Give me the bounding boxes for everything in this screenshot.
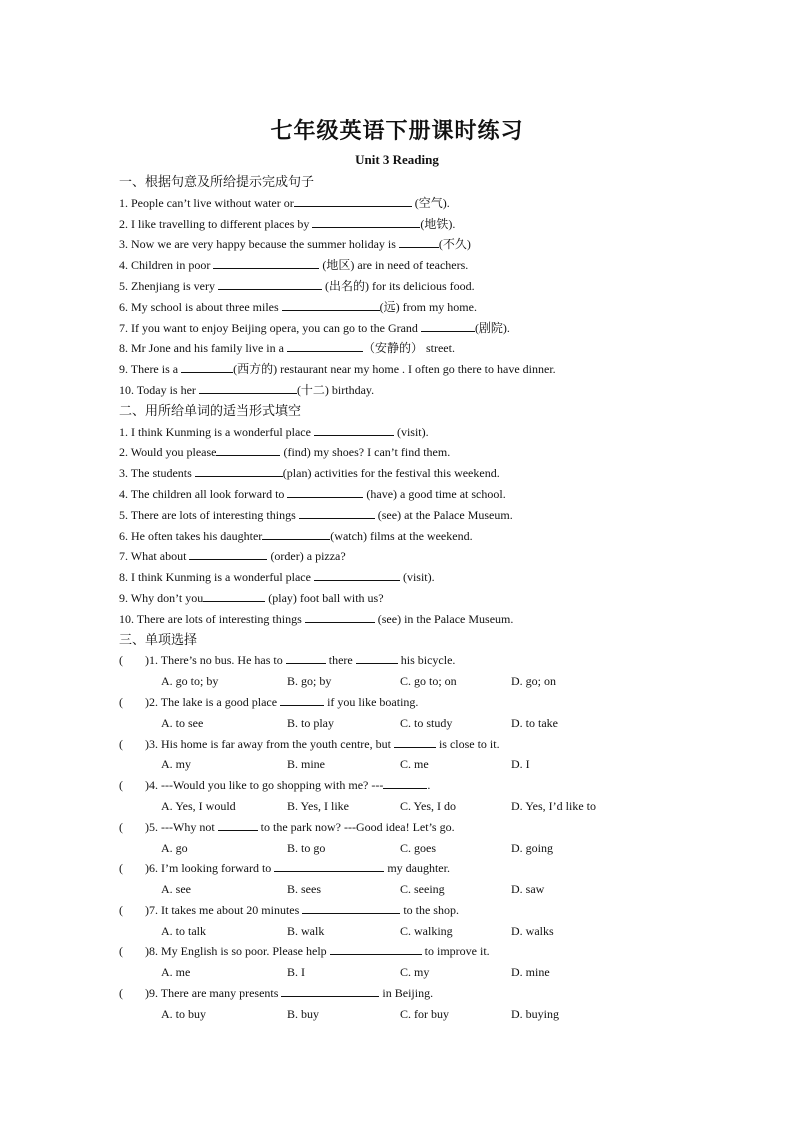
- section-1-list: [119, 193, 679, 401]
- question-text: (剧院).: [474, 320, 510, 335]
- question-line: [119, 463, 679, 484]
- option-b[interactable]: B. mine: [287, 757, 325, 772]
- answer-blank[interactable]: [294, 195, 412, 207]
- options-row: [119, 838, 679, 859]
- question-text: his bicycle.: [397, 653, 456, 668]
- answer-blank[interactable]: [394, 736, 436, 748]
- option-d[interactable]: D. going: [511, 840, 553, 855]
- question-text: (visit).: [399, 570, 435, 585]
- option-d[interactable]: D. Yes, I’d like to: [511, 798, 597, 813]
- question-line: [119, 484, 679, 505]
- question-text: 7. What about: [119, 549, 190, 564]
- mc-question: [119, 775, 679, 796]
- option-d[interactable]: D. mine: [511, 965, 550, 980]
- answer-blank[interactable]: [287, 340, 363, 352]
- answer-blank[interactable]: [189, 548, 267, 560]
- question-text: (order) a pizza?: [267, 549, 346, 564]
- question-text: is close to it.: [435, 736, 500, 751]
- answer-blank[interactable]: [213, 257, 319, 269]
- question-text: 7. If you want to enjoy Beijing opera, you can go to the Grand: [119, 320, 421, 335]
- option-c[interactable]: C. seeing: [400, 882, 445, 897]
- answer-blank[interactable]: [312, 216, 420, 228]
- question-text: 1. I think Kunming is a wonderful place: [119, 424, 314, 439]
- answer-paren-close: ): [145, 694, 149, 709]
- question-text: (十二) birthday.: [296, 382, 375, 397]
- answer-blank[interactable]: [181, 361, 233, 373]
- question-text: 4. Children in poor: [119, 258, 214, 273]
- answer-blank[interactable]: [299, 507, 375, 519]
- question-text: 3. Now we are very happy because the summer holiday is: [119, 237, 399, 252]
- option-d[interactable]: D. to take: [511, 715, 558, 730]
- question-text: there: [325, 653, 356, 668]
- answer-paren-open: (: [119, 653, 123, 668]
- question-text: 9. Why don’t you: [119, 590, 204, 605]
- question-text: 7. It takes me about 20 minutes: [149, 902, 303, 917]
- answer-blank[interactable]: [195, 465, 283, 477]
- question-text: if you like boating.: [324, 694, 419, 709]
- option-d[interactable]: D. I: [511, 757, 530, 772]
- question-line: [119, 505, 679, 526]
- question-text: 5. ---Why not: [149, 819, 218, 834]
- question-line: [119, 214, 679, 235]
- question-text: 4. ---Would you like to go shopping with me? ---: [149, 778, 384, 793]
- option-a[interactable]: A. go: [161, 840, 188, 855]
- option-c[interactable]: C. to study: [400, 715, 453, 730]
- option-c[interactable]: C. for buy: [400, 1006, 449, 1021]
- answer-blank[interactable]: [274, 860, 384, 872]
- option-b[interactable]: B. sees: [287, 882, 321, 897]
- worksheet-content: [119, 172, 679, 1025]
- answer-blank[interactable]: [203, 590, 265, 602]
- question-text: 6. My school is about three miles: [119, 299, 282, 314]
- question-line: [119, 359, 679, 380]
- question-text: my daughter.: [384, 861, 450, 876]
- question-text: 10. There are lots of interesting things: [119, 611, 305, 626]
- question-text: 3. The students: [119, 466, 195, 481]
- question-text: (地区) are in need of teachers.: [319, 258, 469, 273]
- question-text: in Beijing.: [379, 986, 434, 1001]
- question-text: 2. Would you please: [119, 445, 217, 460]
- answer-blank[interactable]: [282, 299, 380, 311]
- question-line: [119, 546, 679, 567]
- option-b[interactable]: B. buy: [287, 1006, 320, 1021]
- question-text: (地铁).: [420, 216, 456, 231]
- question-text: 4. The children all look forward to: [119, 486, 288, 501]
- question-text: (不久): [438, 237, 471, 252]
- question-text: （安静的） street.: [362, 341, 455, 356]
- question-text: 6. He often takes his daughter: [119, 528, 263, 543]
- option-c[interactable]: C. goes: [400, 840, 436, 855]
- answer-paren-close: ): [145, 986, 149, 1001]
- answer-paren-close: ): [145, 736, 149, 751]
- answer-blank[interactable]: [356, 652, 398, 664]
- answer-blank[interactable]: [314, 569, 400, 581]
- answer-paren-close: ): [145, 944, 149, 959]
- question-text: (出名的) for its delicious food.: [321, 278, 475, 293]
- question-text: 5. Zhenjiang is very: [119, 278, 218, 293]
- question-line: [119, 380, 679, 401]
- answer-blank[interactable]: [399, 236, 439, 248]
- section-heading: 二、用所给单词的适当形式填空: [119, 402, 302, 418]
- question-text: 10. Today is her: [119, 382, 199, 397]
- option-b[interactable]: B. go; by: [287, 674, 332, 689]
- option-b[interactable]: B. I: [287, 965, 305, 980]
- mc-question: [119, 941, 679, 962]
- option-b[interactable]: B. to go: [287, 840, 326, 855]
- answer-paren-close: ): [145, 902, 149, 917]
- option-a[interactable]: A. my: [161, 757, 191, 772]
- answer-blank[interactable]: [383, 777, 427, 789]
- option-a[interactable]: A. to see: [161, 715, 204, 730]
- option-a[interactable]: A. to buy: [161, 1006, 206, 1021]
- answer-blank[interactable]: [199, 382, 297, 394]
- question-line: [119, 318, 679, 339]
- question-line: [119, 338, 679, 359]
- question-text: .: [427, 778, 431, 793]
- question-text: (have) a good time at school.: [363, 486, 506, 501]
- option-d[interactable]: D. go; on: [511, 674, 556, 689]
- question-text: 1. There’s no bus. He has to: [149, 653, 286, 668]
- question-line: [119, 193, 679, 214]
- section-3-list: [119, 650, 679, 1024]
- question-text: 8. Mr Jone and his family live in a: [119, 341, 287, 356]
- answer-blank[interactable]: [281, 985, 379, 997]
- question-line: [119, 276, 679, 297]
- options-row: [119, 754, 679, 775]
- section-heading: 三、单项选择: [119, 631, 198, 647]
- option-c[interactable]: C. go to; on: [400, 674, 457, 689]
- question-text: 1. People can’t live without water or: [119, 195, 294, 210]
- question-text: 8. My English is so poor. Please help: [149, 944, 330, 959]
- mc-question: [119, 817, 679, 838]
- option-b[interactable]: B. walk: [287, 923, 325, 938]
- question-text: (play) foot ball with us?: [265, 590, 384, 605]
- question-text: to the park now? ---Good idea! Let’s go.: [257, 819, 455, 834]
- answer-blank[interactable]: [218, 278, 322, 290]
- section-2-list: [119, 422, 679, 630]
- question-text: 9. There are many presents: [149, 986, 282, 1001]
- answer-blank[interactable]: [305, 611, 375, 623]
- answer-blank[interactable]: [218, 819, 258, 831]
- options-row: [119, 962, 679, 983]
- option-a[interactable]: A. Yes, I would: [161, 798, 236, 813]
- question-line: [119, 297, 679, 318]
- answer-blank[interactable]: [421, 320, 475, 332]
- option-d[interactable]: D. walks: [511, 923, 554, 938]
- question-text: 8. I think Kunming is a wonderful place: [119, 570, 314, 585]
- option-d[interactable]: D. buying: [511, 1006, 559, 1021]
- option-b[interactable]: B. to play: [287, 715, 334, 730]
- mc-question: [119, 858, 679, 879]
- question-line: [119, 255, 679, 276]
- question-text: (远) from my home.: [379, 299, 477, 314]
- answer-paren-open: (: [119, 819, 123, 834]
- option-b[interactable]: B. Yes, I like: [287, 798, 350, 813]
- mc-question: [119, 983, 679, 1004]
- option-c[interactable]: C. Yes, I do: [400, 798, 457, 813]
- options-row: [119, 1004, 679, 1025]
- mc-question: [119, 650, 679, 671]
- option-d[interactable]: D. saw: [511, 882, 545, 897]
- question-text: to improve it.: [421, 944, 490, 959]
- answer-paren-open: (: [119, 694, 123, 709]
- option-c[interactable]: C. walking: [400, 923, 453, 938]
- question-text: 6. I’m looking forward to: [149, 861, 275, 876]
- question-text: (plan) activities for the festival this weekend.: [282, 466, 500, 481]
- question-text: 2. I like travelling to different places by: [119, 216, 313, 231]
- answer-paren-open: (: [119, 986, 123, 1001]
- mc-question: [119, 900, 679, 921]
- mc-question: [119, 734, 679, 755]
- option-c[interactable]: C. me: [400, 757, 429, 772]
- answer-blank[interactable]: [262, 528, 330, 540]
- mc-question: [119, 692, 679, 713]
- question-text: 2. The lake is a good place: [149, 694, 281, 709]
- answer-paren-close: ): [145, 653, 149, 668]
- question-text: (find) my shoes? I can’t find them.: [280, 445, 451, 460]
- answer-blank[interactable]: [216, 444, 280, 456]
- option-a[interactable]: A. go to; by: [161, 674, 219, 689]
- option-a[interactable]: A. to talk: [161, 923, 206, 938]
- question-line: [119, 234, 679, 255]
- options-row: [119, 671, 679, 692]
- question-line: [119, 609, 679, 630]
- options-row: [119, 921, 679, 942]
- question-line: [119, 422, 679, 443]
- question-text: (see) in the Palace Museum.: [374, 611, 514, 626]
- answer-paren-open: (: [119, 944, 123, 959]
- options-row: [119, 796, 679, 817]
- page-subtitle: Unit 3 Reading: [355, 152, 439, 167]
- question-text: to the shop.: [400, 902, 459, 917]
- question-text: (西方的) restaurant near my home . I often go there to have dinner.: [233, 362, 556, 377]
- answer-paren-open: (: [119, 778, 123, 793]
- answer-blank[interactable]: [280, 694, 324, 706]
- question-line: [119, 442, 679, 463]
- page-title: 七年级英语下册课时练习: [270, 118, 524, 143]
- question-text: (see) at the Palace Museum.: [374, 507, 513, 522]
- answer-blank[interactable]: [287, 486, 363, 498]
- option-a[interactable]: A. see: [161, 882, 191, 897]
- option-a[interactable]: A. me: [161, 965, 191, 980]
- question-text: (visit).: [393, 424, 429, 439]
- answer-paren-close: ): [145, 861, 149, 876]
- question-text: 5. There are lots of interesting things: [119, 507, 299, 522]
- answer-paren-close: ): [145, 778, 149, 793]
- question-text: 9. There is a: [119, 362, 182, 377]
- answer-paren-open: (: [119, 902, 123, 917]
- answer-blank[interactable]: [314, 424, 394, 436]
- answer-blank[interactable]: [302, 902, 400, 914]
- question-line: [119, 526, 679, 547]
- question-text: (watch) films at the weekend.: [330, 528, 473, 543]
- option-c[interactable]: C. my: [400, 965, 430, 980]
- section-heading: 一、根据句意及所给提示完成句子: [119, 174, 315, 189]
- question-line: [119, 588, 679, 609]
- answer-paren-open: (: [119, 861, 123, 876]
- answer-paren-close: ): [145, 819, 149, 834]
- options-row: [119, 713, 679, 734]
- question-text: (空气).: [411, 195, 450, 210]
- question-line: [119, 567, 679, 588]
- answer-blank[interactable]: [330, 943, 422, 955]
- options-row: [119, 879, 679, 900]
- answer-blank[interactable]: [286, 652, 326, 664]
- question-text: 3. His home is far away from the youth centre, but: [149, 736, 394, 751]
- answer-paren-open: (: [119, 736, 123, 751]
